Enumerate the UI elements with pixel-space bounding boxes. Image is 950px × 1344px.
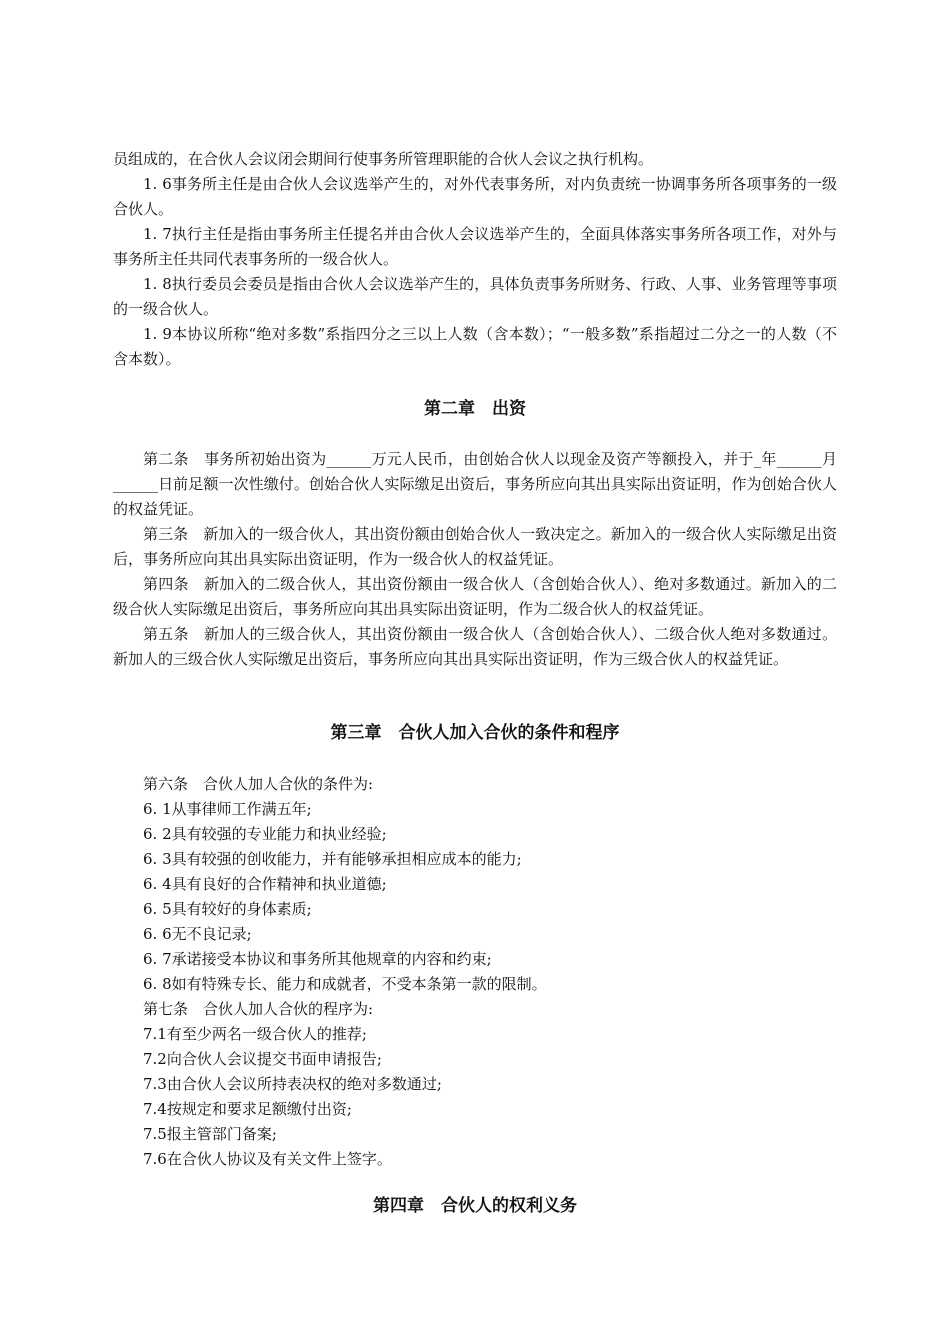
procedure-7-3: 7.3由合伙人会议所持表决权的绝对多数通过;: [143, 1075, 442, 1093]
chapter-4-title: 第四章 合伙人的权利义务: [373, 1196, 577, 1216]
clause-1-6: 1. 6事务所主任是由合伙人会议选举产生的，对外代表事务所，对内负责统一协调事务所各项事务的一级合伙人。: [113, 175, 837, 218]
condition-6-2: 6. 2具有较强的专业能力和执业经验;: [143, 825, 387, 843]
condition-6-8: 6. 8如有特殊专长、能力和成就者，不受本条第一款的限制。: [143, 975, 547, 993]
condition-6-7: 6. 7承诺接受本协议和事务所其他规章的内容和约束;: [143, 950, 492, 968]
condition-6-1: 6. 1从事律师工作满五年;: [143, 800, 312, 818]
article-5: 第五条 新加人的三级合伙人，其出资份额由一级合伙人（含创始合伙人）、二级合伙人绝对多数通过。新加人的三级合伙人实际缴足出资后，事务所应向其出具实际出资证明，作为三级合伙人的权益凭证。: [113, 625, 837, 668]
article-7-intro: 第七条 合伙人加人合伙的程序为:: [143, 1000, 374, 1018]
condition-6-4: 6. 4具有良好的合作精神和执业道德;: [143, 875, 387, 893]
procedure-7-5: 7.5报主管部门备案;: [143, 1125, 277, 1143]
article-6-intro: 第六条 合伙人加人合伙的条件为:: [143, 775, 374, 793]
chapter-3-title: 第三章 合伙人加入合伙的条件和程序: [330, 723, 620, 743]
procedure-7-6: 7.6在合伙人协议及有关文件上签字。: [143, 1150, 392, 1168]
article-2: 第二条 事务所初始出资为______万元人民币，由创始合伙人以现金及资产等额投入，并于_年______月______日前足额一次性缴付。创始合伙人实际缴足出资后，事务所应向其出具实际出资证明，作为创始合伙人的权益凭证。: [113, 450, 837, 518]
procedure-7-2: 7.2向合伙人会议提交书面申请报告;: [143, 1050, 382, 1068]
clause-1-9: 1. 9本协议所称“绝对多数”系指四分之三以上人数（含本数）；“一般多数”系指超过二分之一的人数（不含本数）。: [113, 325, 837, 368]
condition-6-6: 6. 6无不良记录;: [143, 925, 252, 943]
clause-1-7: 1. 7执行主任是指由事务所主任提名并由合伙人会议选举产生的，全面具体落实事务所各项工作，对外与事务所主任共同代表事务所的一级合伙人。: [113, 225, 837, 268]
procedure-7-4: 7.4按规定和要求足额缴付出资;: [143, 1100, 352, 1118]
chapter-2-title: 第二章 出资: [424, 399, 526, 419]
condition-6-3: 6. 3具有较强的创收能力，并有能够承担相应成本的能力;: [143, 850, 522, 868]
article-3: 第三条 新加入的一级合伙人，其出资份额由创始合伙人一致决定之。新加入的一级合伙人实际缴足出资后，事务所应向其出具实际出资证明，作为一级合伙人的权益凭证。: [113, 525, 837, 568]
condition-6-5: 6. 5具有较好的身体素质;: [143, 900, 312, 918]
procedure-7-1: 7.1有至少两名一级合伙人的推荐;: [143, 1025, 367, 1043]
intro-paragraph-continuation: 员组成的，在合伙人会议闭会期间行使事务所管理职能的合伙人会议之执行机构。: [113, 150, 654, 168]
clause-1-8: 1. 8执行委员会委员是指由合伙人会议选举产生的，具体负责事务所财务、行政、人事、业务管理等事项的一级合伙人。: [113, 275, 837, 318]
article-4: 第四条 新加入的二级合伙人，其出资份额由一级合伙人（含创始合伙人）、绝对多数通过。新加入的二级合伙人实际缴足出资后，事务所应向其出具实际出资证明，作为二级合伙人的权益凭证。: [113, 575, 837, 618]
